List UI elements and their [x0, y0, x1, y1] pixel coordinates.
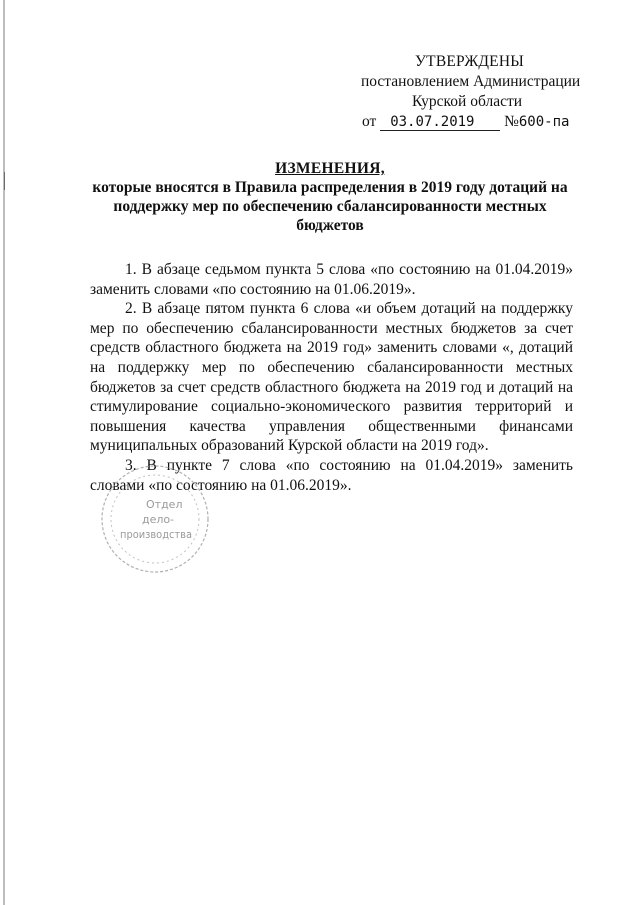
- approval-date-line: [346, 112, 586, 132]
- approval-issuer: постановлением Администрации: [361, 73, 581, 90]
- paragraph-1: 1. В абзаце седьмом пункта 5 слова «по состоянию на 01.04.2019» заменить словами «по состоянию на 01.06.2019».: [90, 261, 573, 298]
- paragraph-3: 3. В пункте 7 слова «по состоянию на 01.04.2019» заменить словами «по состоянию на 01.06.2019».: [90, 456, 573, 494]
- stamp-line-1: Отдел: [146, 498, 183, 511]
- approval-heading: УТВЕРЖДЕНЫ: [415, 53, 524, 70]
- page-edge-shadow: [3, 0, 5, 905]
- approval-region: Курской области: [412, 93, 523, 110]
- stamp-line-3: производства: [120, 528, 192, 541]
- approval-block: [346, 52, 586, 132]
- title-subtitle: которые вносятся в Правила распределения в 2019 году дотаций на поддержку мер по обеспечению сбалансированности местных бюджетов: [92, 179, 568, 234]
- stamp-graphic: [98, 462, 213, 577]
- paragraph-2: 2. В абзаце пятом пункта 6 слова «и объем дотаций на поддержку мер по обеспечению сбалансированности местных бюджетов за счет средств областного бюджета на 2019 год» заменить словами «, дотаций на поддержку мер по обеспечению сбалансированности местных бюджетов за счет средств областного бюджета на 2019 год и дотаций на стимулирование социально-экономического развития территорий и повышения качества управления общественными финансами муниципальных образований Курской области на 2019 год».: [90, 300, 573, 455]
- approval-date: 03.07.2019: [380, 115, 500, 131]
- number-label: №: [504, 113, 519, 130]
- department-stamp: [98, 462, 213, 577]
- binding-mark: [4, 172, 5, 190]
- document-title: [80, 159, 580, 235]
- document-body: [90, 260, 573, 495]
- stamp-line-2: дело-: [142, 513, 175, 526]
- title-main: ИЗМЕНЕНИЯ,: [275, 160, 385, 177]
- approval-number: 600-па: [518, 114, 570, 130]
- date-prefix: от: [362, 113, 377, 130]
